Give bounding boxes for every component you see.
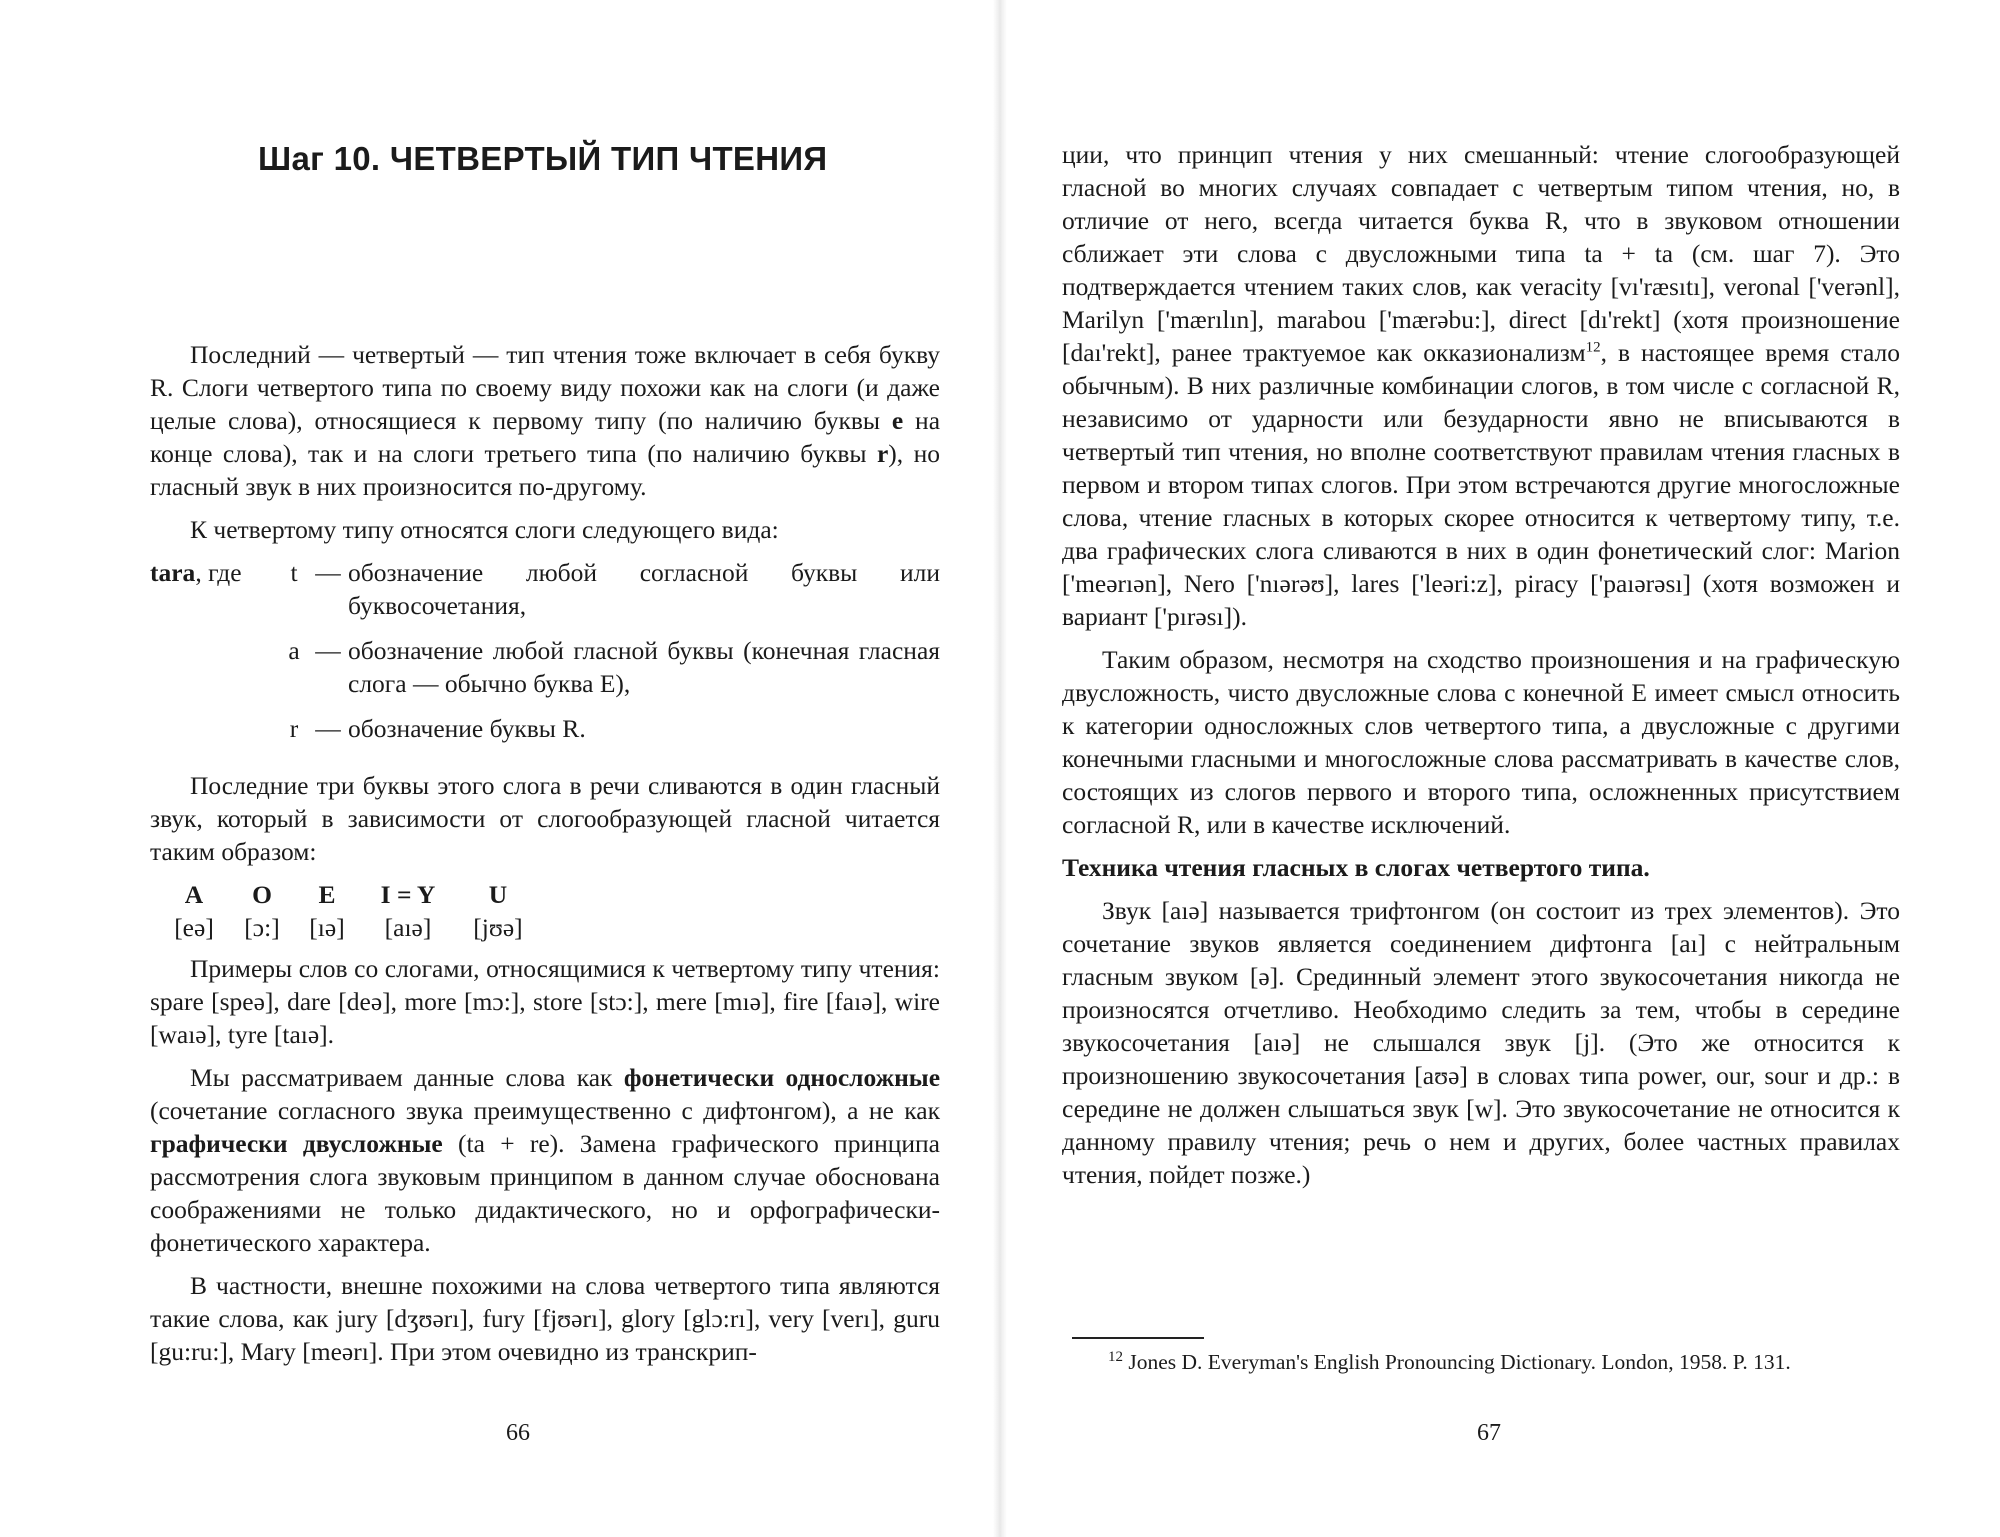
paragraph-intro: Последний — четвертый — тип чтения тоже включает в себя букву R. Слоги четвертого типа по своему виду похожи как на слоги (и даже целые слова), относящиеся к первому типу (по наличию буквы е на конце слова), так и на слоги третьего типа (по наличию буквы r), но гласный звук в них произносится по-другому.: [150, 340, 941, 501]
footnote-ref: 12: [1585, 339, 1601, 356]
right-page: [1000, 0, 2000, 1537]
paragraph-syllable-types: К четвертому типу относятся слоги следующего вида:: [190, 515, 779, 544]
vowel-transcription-table: [160, 878, 940, 944]
definition-letter: a: [288, 636, 300, 665]
vowel-letter: E: [318, 880, 336, 909]
definition-letter: r: [289, 714, 299, 743]
definition-dash: —: [315, 558, 341, 587]
footnote-divider: [1072, 1337, 1204, 1339]
definition-desc: обозначение буквы R.: [348, 714, 586, 743]
paragraph-phonetic: Мы рассматриваем данные слова как фонетически односложные (сочетание согласного звука преимущественно с дифтонгом), а не как графически двусложные (ta + re). Замена графического принципа рассмотрения слога звуковым принципом в данном случае обоснована соображениями не только дидактического, но и орфографически-фонетического характера.: [150, 1063, 941, 1257]
page-number: 66: [506, 1420, 530, 1446]
paragraph-triphthong: Звук [aıə] называется трифтонгом (он состоит из трех элементов). Это сочетание звуков является соединением дифтонга [aı] с нейтральным гласным звуком [ə]. Срединный элемент этого звукосочетания никогда не произносятся отчетливо. Необходимо следить за тем, чтобы в середине звукосочетания [aıə] не слышался звук [j]. (Это же относится к произношению звукосочетания [aʊə] в словах типа power, our, sour и др.: в середине не должен слышаться звук [w]. Это звукосочетание не относится к данному правилу чтения; речь о нем и других, более частных правилах чтения, пойдет позже.): [1062, 896, 1900, 1189]
vowel-transcription: [jʊə]: [473, 913, 523, 942]
vowel-letter: A: [184, 880, 204, 909]
definition-letter: t: [290, 558, 298, 587]
right-text-column: [1062, 138, 1900, 1201]
vowel-transcription: [ıə]: [309, 913, 345, 942]
vowel-transcription: [eə]: [174, 913, 214, 942]
vowel-letter: O: [252, 880, 272, 909]
definition-desc: обозначение любой гласной буквы (конечная гласная слога — обычно буква Е),: [348, 636, 940, 698]
syllable-definition-list: [150, 556, 940, 757]
definition-term: tara, где: [150, 558, 242, 587]
definition-dash: —: [315, 714, 341, 743]
vowel-letter: U: [488, 880, 508, 909]
definition-dash: —: [315, 636, 341, 665]
footnote: $^{12}$ Jones D. Everyman's English Pronouncing Dictionary. London, 1958. P. 131.: [1108, 1348, 1791, 1374]
paragraph-examples: Примеры слов со слогами, относящимися к четвертому типу чтения: spare [speə], dare [deə], more [mɔ:], store [stɔ:], mere [mıə], fire [faıə], wire [waıə], tyre [taıə].: [150, 954, 940, 1049]
vowel-transcription: [ɔ:]: [244, 913, 280, 942]
paragraph-conclusion: Таким образом, несмотря на сходство произношения и на графическую двусложность, чисто двусложные слова с конечной Е имеет смысл относить к категории односложных слов четвертого типа, а двусложные с другими конечными гласными и многосложные слова рассматривать в качестве слов, состоящих из слогов первого и второго типа, осложненных присутствием согласной R, или в качестве исключений.: [1062, 645, 1900, 839]
page-number: 67: [1477, 1420, 1501, 1446]
vowel-letter: I = Y: [380, 880, 436, 909]
vowel-transcription: [aıə]: [384, 913, 432, 942]
paragraph-vowel-merge: Последние три буквы этого слога в речи сливаются в один гласный звук, который в зависимости от слогообразующей гласной читается таким образом:: [150, 771, 940, 866]
paragraph-similar-words: В частности, внешне похожими на слова четвертого типа являются такие слова, как jury [dʒʊərı], fury [fjʊərı], glory [glɔ:rı], very [verı], guru [gu:ru:], Mary [meərı]. При этом очевидно из транскрип-: [150, 1271, 940, 1366]
paragraph-continuation: ции, что принцип чтения у них смешанный: чтение слогообразующей гласной во многих случаях совпадает с четвертым типом чтения, но, в отличие от него, всегда читается буква R, что в звуковом отношении сближает эти слова с двусложными типа ta + ta (см. шаг 7). Это подтверждается чтением таких слов, как veracity [vı'ræsıtı], veronal ['verənl], Marilyn ['mærılın], marabou ['mærəbu:], direct [dı'rekt] (хотя произношение [daı'rekt], ранее трактуемое как окказионализм$^{12}$, в настоящее время стало обычным). В них различные комбинации слогов, в том числе с согласной R, независимо от ударности или безударности явно не вписываются в четвертый тип чтения, но вполне соответствуют правилам чтения гласных в первом и втором типах слогов. При этом встречаются другие многосложные слова, чтение гласных в которых скорее относится к четвертому типу, т.е. два графических слога сливаются в них в один фонетический слог: Marion ['meərıən], Nero ['nıərəʊ], lares ['leəri:z], piracy ['paıərəsı] (хотя возможен и вариант ['pırəsı]).: [1062, 140, 1900, 631]
chapter-heading: Шаг 10. ЧЕТВЕРТЫЙ ТИП ЧТЕНИЯ: [258, 140, 828, 177]
definition-desc: обозначение любой согласной буквы или буквосочетания,: [348, 558, 940, 620]
left-text-column: [150, 338, 940, 1378]
section-subheading: Техника чтения гласных в слогах четвертого типа.: [1062, 853, 1650, 882]
